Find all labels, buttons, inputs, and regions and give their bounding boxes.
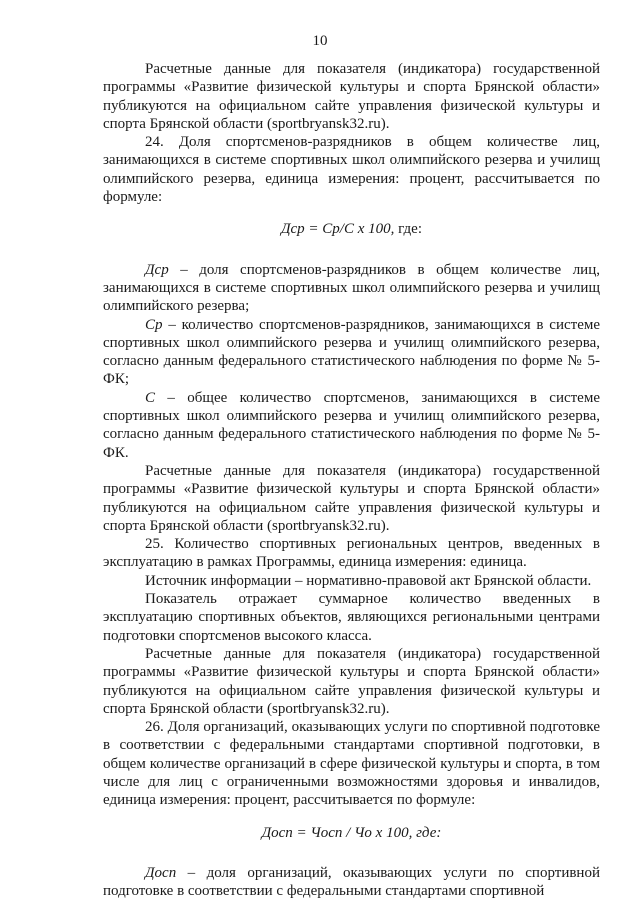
definition-dosp <box>103 864 600 901</box>
formula-dsr-tail: где: <box>394 221 423 238</box>
definition-dsr-text: – доля спортсменов-разрядников в общем количестве лиц, занимающихся в системе спортивных школ олимпийского резерва и училищ олимпийского резерва; <box>103 261 600 315</box>
definition-dosp-text: – доля организаций, оказывающих услуги по спортивной подготовке в соответствии с федеральными стандартами спортивной <box>103 864 600 900</box>
page-number: 10 <box>312 33 328 49</box>
definition-s-term: С <box>145 389 156 406</box>
formula-dsr <box>103 220 600 238</box>
formula-dosp: Досп = Чосп / Чо х 100, где: <box>261 824 442 841</box>
definition-dsr <box>103 261 600 316</box>
paragraph-calc-data-1: Расчетные данные для показателя (индикатора) государственной программы «Развитие физической культуры и спорта Брянской области» публикуются на официальном сайте управления физической культуры и спорта Брянской области (sportbryansk32.ru). <box>103 61 600 132</box>
paragraph-item-26: 26. Доля организаций, оказывающих услуги по спортивной подготовке в соответствии с федеральными стандартами спортивной подготовки, в общем количестве организаций в сфере физической культуры и спорта, в том числе для лиц с ограниченными возможностями здоровья и инвалидов, единица измерения: процент, рассчитывается по формуле: <box>103 719 600 809</box>
definition-sr <box>103 316 600 389</box>
paragraph-calc-data-3: Расчетные данные для показателя (индикатора) государственной программы «Развитие физической культуры и спорта Брянской области» публикуются на официальном сайте управления физической культуры и спорта Брянской области (sportbryansk32.ru). <box>103 645 600 717</box>
definition-dsr-term: Дср <box>145 261 169 278</box>
definition-s <box>103 389 600 462</box>
definition-dosp-term: Досп <box>145 864 177 881</box>
definition-sr-text: – количество спортсменов-разрядников, занимающихся в системе спортивных школ олимпийского резерва и училищ олимпийского резерва, согласно данным федерального статистического наблюдения по форме № 5-ФК; <box>103 316 600 388</box>
paragraph-calc-data-2: Расчетные данные для показателя (индикатора) государственной программы «Развитие физической культуры и спорта Брянской области» публикуются на официальном сайте управления физической культуры и спорта Брянской области (sportbryansk32.ru). <box>103 462 600 534</box>
definition-s-text: – общее количество спортсменов, занимающихся в системе спортивных школ олимпийского резерва и училищ олимпийского резерва, согласно данным федерального статистического наблюдения по форме № 5-ФК. <box>103 389 600 461</box>
definition-sr-term: Ср <box>145 316 163 333</box>
paragraph-item-25: 25. Количество спортивных региональных центров, введенных в эксплуатацию в рамках Программы, единица измерения: единица. <box>103 536 600 571</box>
formula-dsr-expression: Дср = Ср/С х 100, <box>280 221 395 238</box>
paragraph-source: Источник информации – нормативно-правовой акт Брянской области. <box>145 572 592 589</box>
paragraph-item-24: 24. Доля спортсменов-разрядников в общем количестве лиц, занимающихся в системе спортивных школ олимпийского резерва и училищ олимпийского резерва, единица измерения: процент, рассчитывается по формуле: <box>103 134 600 206</box>
document-body <box>103 60 600 900</box>
paragraph-indicator-description: Показатель отражает суммарное количество введенных в эксплуатацию спортивных объектов, являющихся региональными центрами подготовки спортсменов высокого класса. <box>103 591 600 644</box>
